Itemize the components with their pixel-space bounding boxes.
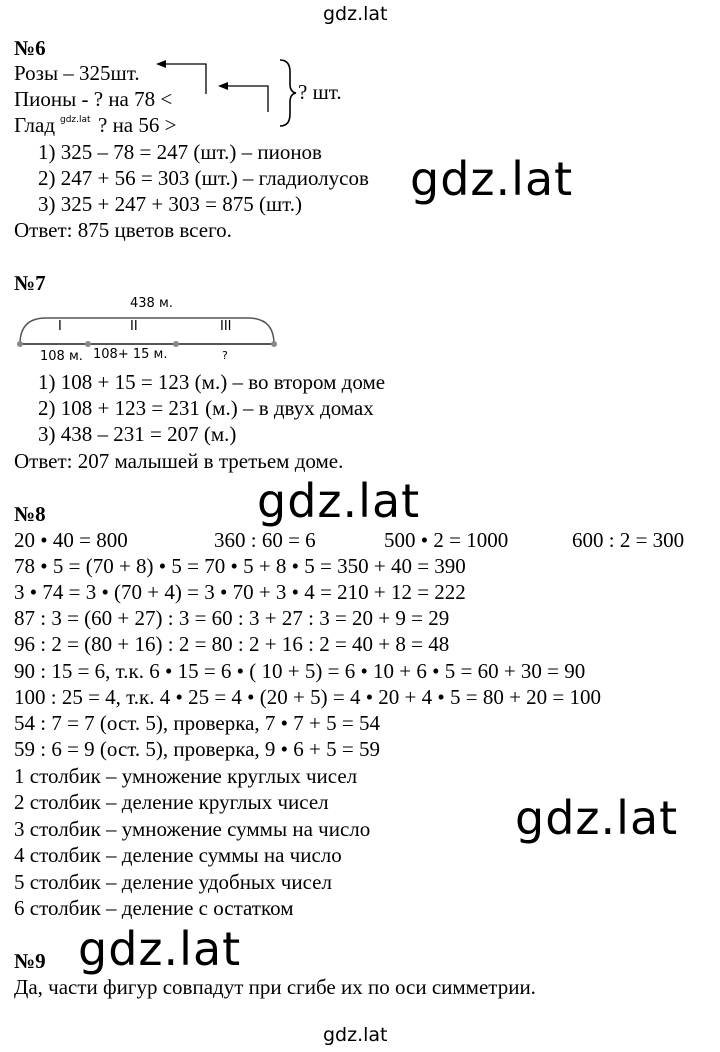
diagram-label-1: 108 м.: [40, 349, 83, 364]
task8-line: 96 : 2 = (80 + 16) : 2 = 80 : 2 + 16 : 2 = 40 + 8 = 48: [14, 632, 450, 656]
watermark-bottom: gdz.lat: [323, 1024, 388, 1046]
watermark-large-3: gdz.lat: [515, 791, 679, 845]
diagram-seg-1: I: [58, 319, 62, 334]
diagram-seg-3: III: [220, 319, 232, 334]
diagram-label-2: 108+ 15 м.: [93, 347, 168, 362]
watermark-top: gdz.lat: [323, 3, 388, 25]
task8-line: 3 столбик – умножение суммы на число: [14, 817, 371, 841]
task8-title: №8: [14, 502, 46, 526]
watermark-inline: gdz.lat: [60, 115, 91, 125]
task6-peonies: Пионы - ? на 78 <: [14, 87, 173, 111]
task6-title: №6: [14, 36, 46, 60]
task7-step-2: 2) 108 + 123 = 231 (м.) – в двух домах: [38, 396, 374, 420]
task8-line: 100 : 25 = 4, т.к. 4 • 25 = 4 • (20 + 5) = 4 • 20 + 4 • 5 = 80 + 20 = 100: [14, 685, 602, 709]
task7-answer: Ответ: 207 малышей в третьем доме.: [14, 449, 344, 473]
task8-line: 6 столбик – деление с остатком: [14, 896, 294, 920]
task7-step-1: 1) 108 + 15 = 123 (м.) – во втором доме: [38, 370, 386, 394]
task8-line: 59 : 6 = 9 (ост. 5), проверка, 9 • 6 + 5 = 59: [14, 737, 380, 761]
task8-line: 4 столбик – деление суммы на число: [14, 843, 342, 867]
task8-line: 87 : 3 = (60 + 27) : 3 = 60 : 3 + 27 : 3 = 20 + 9 = 29: [14, 606, 450, 630]
task7-step-3: 3) 438 – 231 = 207 (м.): [38, 422, 237, 446]
task6-answer: Ответ: 875 цветов всего.: [14, 218, 232, 242]
task6-step-3: 3) 325 + 247 + 303 = 875 (шт.): [38, 192, 303, 216]
task6-gladioli-start: Глад: [14, 113, 56, 137]
task8-row1-col1: 20 • 40 = 800: [14, 528, 128, 552]
task6-step-1: 1) 325 – 78 = 247 (шт.) – пионов: [38, 140, 322, 164]
task7-title: №7: [14, 271, 46, 295]
watermark-large-4: gdz.lat: [78, 922, 242, 976]
diagram-total-label: 438 м.: [130, 296, 173, 311]
task6-total-question: ? шт.: [298, 80, 342, 104]
task8-row1-col3: 500 • 2 = 1000: [384, 528, 509, 552]
watermark-large-2: gdz.lat: [257, 474, 421, 528]
task8-line: 54 : 7 = 7 (ост. 5), проверка, 7 • 7 + 5 = 54: [14, 711, 380, 735]
task8-row1-col4: 600 : 2 = 300: [572, 528, 685, 552]
task6-step-2: 2) 247 + 56 = 303 (шт.) – гладиолусов: [38, 166, 369, 190]
task8-line: 5 столбик – деление удобных чисел: [14, 870, 332, 894]
watermark-large-1: gdz.lat: [410, 152, 574, 206]
task8-line: 90 : 15 = 6, т.к. 6 • 15 = 6 • ( 10 + 5) = 6 • 10 + 6 • 5 = 60 + 30 = 90: [14, 659, 586, 683]
task8-line: 2 столбик – деление круглых чисел: [14, 790, 329, 814]
task8-row1-col2: 360 : 60 = 6: [214, 528, 316, 552]
task8-line: 3 • 74 = 3 • (70 + 4) = 3 • 70 + 3 • 4 = 210 + 12 = 222: [14, 580, 466, 604]
task8-line: 78 • 5 = (70 + 8) • 5 = 70 • 5 + 8 • 5 = 350 + 40 = 390: [14, 554, 466, 578]
diagram-seg-2: II: [130, 319, 138, 334]
task6-roses: Розы – 325шт.: [14, 61, 140, 85]
task6-gladioli-rest: ? на 56 >: [98, 113, 177, 137]
task9-text: Да, части фигур совпадут при сгибе их по оси симметрии.: [14, 975, 536, 999]
task8-line: 1 столбик – умножение круглых чисел: [14, 764, 358, 788]
task9-title: №9: [14, 949, 46, 973]
diagram-label-3: ?: [222, 349, 228, 362]
